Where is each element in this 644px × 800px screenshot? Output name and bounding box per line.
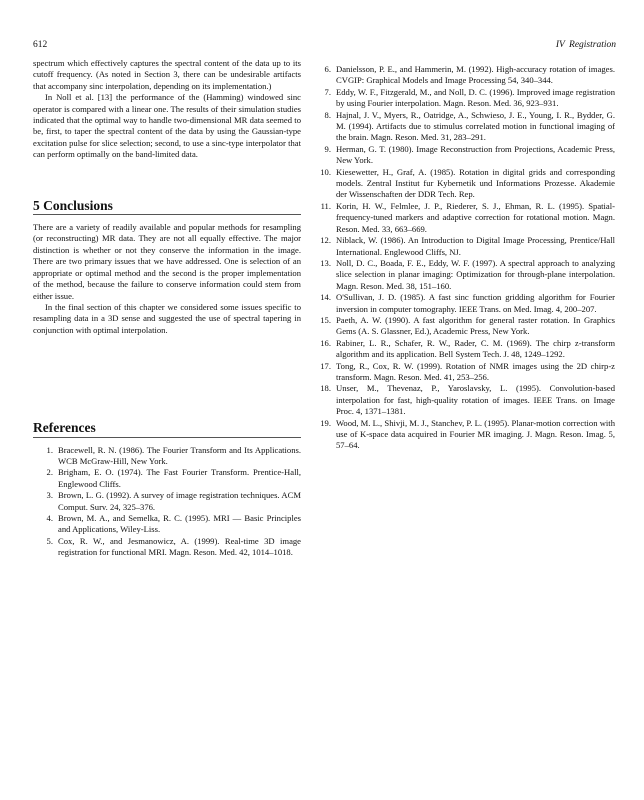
reference-item [33, 467, 301, 490]
reference-text: Brown, L. G. (1992). A survey of image registration techniques. ACM Comput. Surv. 24, 325–376. [58, 490, 301, 512]
reference-list [33, 445, 301, 559]
right-column [311, 64, 615, 452]
reference-text: Eddy, W. F., Fitzgerald, M., and Noll, D. C. (1996). Improved image registration by using Fourier interpolation. Magn. Reson. Med. 36, 923–931. [336, 86, 615, 109]
conclusions-paragraph: In the final section of this chapter we considered some issues specific to resampling data in a 3D sense and suggested the use of spectral tapering in conjunction with optimal interpolation. [33, 301, 301, 335]
reference-number: 10. [320, 166, 331, 177]
reference-item [311, 144, 615, 167]
reference-number: 8. [324, 109, 331, 120]
references-heading: References [33, 422, 301, 437]
intro-paragraph: spectrum which effectively captures the spectral content of the data up to its cutoff frequency. (As noted in Section 3, there can be undesirable artifacts that accompany sinc interpolation, depending on its implementation.) [33, 58, 301, 91]
reference-number: 18. [320, 383, 331, 394]
reference-number: 19. [320, 417, 331, 428]
reference-text: Brigham, E. O. (1974). The Fast Fourier Transform. Prentice-Hall, Englewood Cliffs. [58, 467, 301, 489]
reference-text: O'Sullivan, J. D. (1985). A fast sinc function gridding algorithm for Fourier inversion in computer tomography. IEEE Trans. on Med. Imag. 4, 200–207. [336, 292, 615, 314]
reference-item [311, 361, 615, 384]
reference-item [33, 513, 301, 536]
reference-text: Niblack, W. (1986). An Introduction to Digital Image Processing, Prentice/Hall International. Englewood Cliffs, NJ. [336, 235, 615, 257]
reference-number: 1. [46, 444, 53, 455]
reference-number: 15. [320, 314, 331, 325]
reference-number: 9. [324, 143, 331, 154]
reference-item [311, 383, 615, 417]
reference-item [311, 418, 615, 452]
reference-number: 6. [324, 64, 331, 74]
reference-item [311, 87, 615, 110]
reference-number: 16. [320, 337, 331, 348]
reference-item [33, 445, 301, 468]
reference-item [311, 201, 615, 235]
reference-text: Hajnal, J. V., Myers, R., Oatridge, A., Schwieso, J. E., Young, I. R., Bydder, G. M. (1994). Artifacts due to stimulus correlated motion in functional imaging of the brain. Magn. Reson. Med. 31, 283–291. [336, 109, 615, 143]
reference-item [311, 167, 615, 201]
reference-item [311, 235, 615, 258]
reference-item [311, 338, 615, 361]
reference-text: Kiesewetter, H., Graf, A. (1985). Rotation in digital grids and corresponding models. Zentral Institut fur Kybernetik und Informations Prozesse. Akademie der Wissenschaften der DDR Tech. Rep. [336, 166, 615, 200]
reference-number: 3. [46, 490, 53, 501]
reference-number: 13. [320, 257, 331, 268]
reference-text: Wood, M. L., Shivji, M. J., Stanchev, P. L. (1995). Planar-motion correction with use of K-space data acquired in Fourier MR imaging. J. Magn. Reson. Imag. 5, 57–64. [336, 417, 615, 451]
reference-text: Bracewell, R. N. (1986). The Fourier Transform and Its Applications. WCB McGraw-Hill, New York. [58, 444, 301, 466]
conclusions-paragraph: There are a variety of readily available and popular methods for resampling (or reconstructing) MR data. They are not all equally effective. The major distinction is whether or not they conserve the information in the image. There are two primary issues that we have addressed. One is selection of an appropriate or optimal method and the second is the proper implementation of the method, because the failure to conserve information could stem from either issue. [33, 222, 301, 301]
reference-text: Brown, M. A., and Semelka, R. C. (1995). MRI — Basic Principles and Applications, Wiley-Liss. [58, 512, 301, 535]
reference-text: Rabiner, L. R., Schafer, R. W., Rader, C. M. (1969). The chirp z-transform algorithm and its application. Bell System Tech. J. 48, 1249–1292. [336, 337, 615, 360]
reference-number: 17. [320, 360, 331, 371]
reference-number: 2. [46, 467, 53, 478]
left-column [33, 58, 301, 559]
reference-item [311, 110, 615, 144]
reference-text: Herman, G. T. (1980). Image Reconstruction from Projections, Academic Press, New York. [336, 143, 615, 166]
reference-number: 14. [320, 292, 331, 303]
reference-number: 11. [320, 200, 331, 211]
reference-text: Noll, D. C., Boada, F. E., Eddy, W. F. (1997). A spectral approach to analyzing slice selection in planar imaging: Optimization for through-plane interpolation. Magn. Reson. Med. 38, 151–160. [336, 257, 615, 291]
reference-number: 5. [46, 535, 53, 546]
conclusions-heading: 5 Conclusions [33, 200, 301, 215]
reference-item [33, 490, 301, 513]
reference-number: 4. [46, 512, 53, 523]
reference-number: 7. [324, 86, 331, 97]
reference-text: Cox, R. W., and Jesmanowicz, A. (1999). Real-time 3D image registration for functional MRI. Magn. Reson. Med. 42, 1014–1018. [58, 535, 301, 558]
reference-text: Korin, H. W., Felmlee, J. P., Riederer, S. J., Ehman, R. L. (1995). Spatial-frequency-tuned markers and adaptive correction for rotational motion. Magn. Reson. Med. 33, 663–669. [336, 200, 615, 234]
intro-paragraph: In Noll et al. [13] the performance of the (Hamming) windowed sinc operator is compared with a linear one. The results of their simulation studies indicated that the optimal way to handle two-dimensional MR data seemed to be, first, to taper the spectral content of the data by using the Gaussian-type excitation pulse for slice selection; second, to use a sinc-type interpolator that can perform optimally on the band-limited data. [33, 92, 301, 160]
running-head: IV Registration [555, 40, 616, 50]
reference-number: 12. [320, 235, 331, 246]
reference-text: Danielsson, P. E., and Hammerin, M. (1992). High-accuracy rotation of images. CVGIP: Graphical Models and Image Processing 54, 340–344. [336, 64, 615, 86]
reference-text: Tong, R., Cox, R. W. (1999). Rotation of NMR images using the 2D chirp-z transform. Magn. Reson. Med. 41, 253–256. [336, 360, 615, 382]
reference-item [311, 292, 615, 315]
reference-text: Unser, M., Thevenaz, P., Yaroslavsky, L. (1995). Convolution-based interpolation for fast, high-quality rotation of images. IEEE Trans. on Image Proc. 4, 1371–1381. [336, 383, 615, 417]
reference-item [311, 64, 615, 87]
reference-item [311, 258, 615, 292]
reference-item [311, 315, 615, 338]
reference-text: Paeth, A. W. (1990). A fast algorithm for general raster rotation. In Graphics Gems (A. S. Glassner, Ed.), Academic Press, New York. [336, 314, 615, 337]
reference-list [311, 64, 615, 452]
page-number: 612 [33, 40, 48, 50]
reference-item [33, 536, 301, 559]
